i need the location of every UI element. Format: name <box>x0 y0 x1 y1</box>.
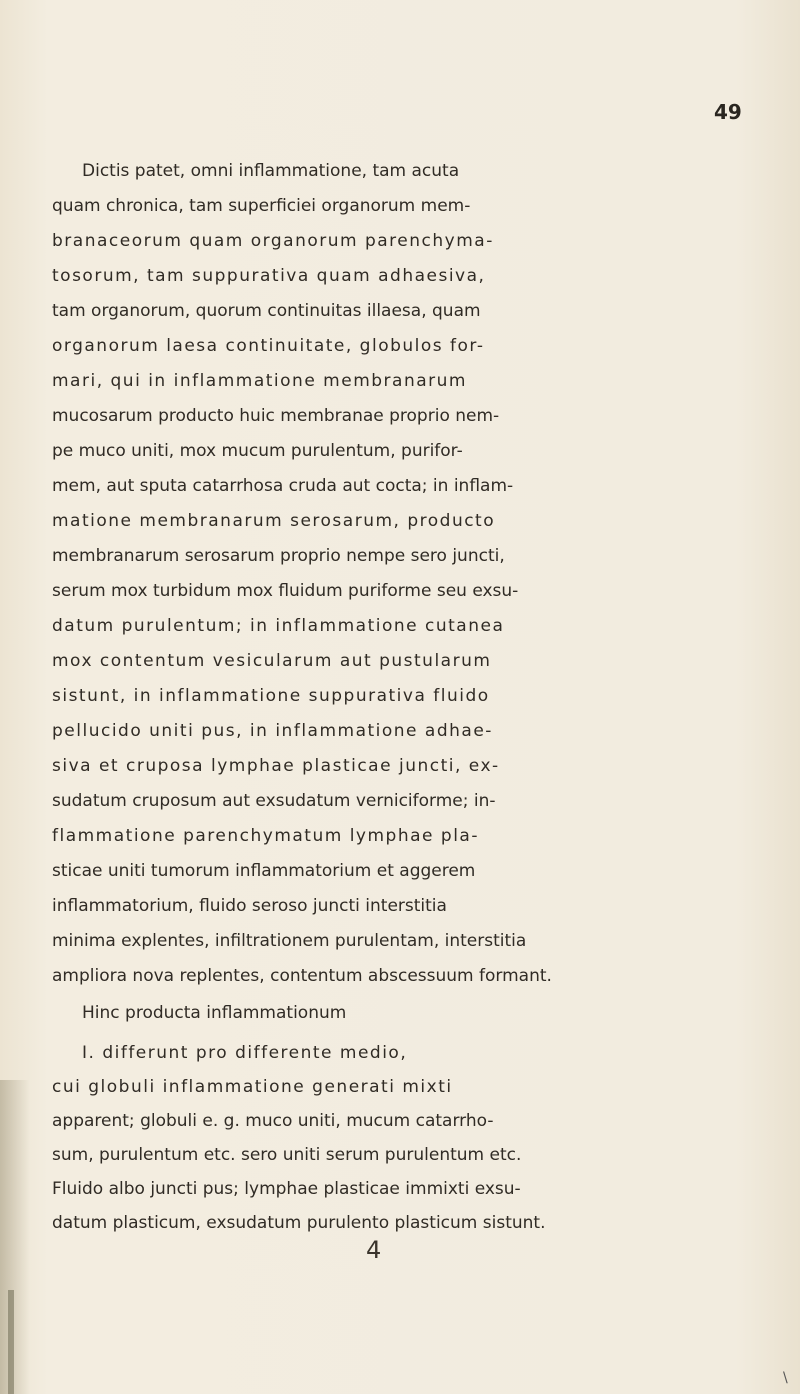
section-heading: Hinc producta inflammationum <box>82 1003 347 1023</box>
text-line: cui globuli inflammatione generati mixti <box>52 1077 453 1097</box>
text-line: Fluido albo juncti pus; lymphae plasticae immixti exsu- <box>52 1179 521 1199</box>
signature-mark: 4 <box>366 1236 382 1264</box>
text-line: ampliora nova replentes, contentum abscessuum formant. <box>52 966 552 986</box>
text-line: mox contentum vesicularum aut pustularum <box>52 651 492 671</box>
text-line: branaceorum quam organorum parenchyma- <box>52 231 494 251</box>
text-line: tosorum, tam suppurativa quam adhaesiva, <box>52 266 486 286</box>
text-line: I. differunt pro differente medio, <box>82 1043 408 1063</box>
text-line: inflammatorium, fluido seroso juncti interstitia <box>52 896 447 916</box>
text-line: serum mox turbidum mox fluidum puriforme seu exsu- <box>52 581 519 601</box>
text-line: mucosarum producto huic membranae proprio nem- <box>52 406 500 426</box>
text-line: mem, aut sputa catarrhosa cruda aut cocta; in inflam- <box>52 476 514 496</box>
text-line: flammatione parenchymatum lymphae pla- <box>52 826 479 846</box>
text-line: Dictis patet, omni inflammatione, tam acuta <box>82 161 460 181</box>
page-number: 49 <box>714 100 742 124</box>
text-line: quam chronica, tam superficiei organorum mem- <box>52 196 471 216</box>
gutter-mark <box>8 1290 14 1394</box>
text-line: minima explentes, infiltrationem purulentam, interstitia <box>52 931 527 951</box>
gutter-shadow <box>0 1080 30 1394</box>
text-line: datum plasticum, exsudatum purulento plasticum sistunt. <box>52 1213 546 1233</box>
text-line: sistunt, in inflammatione suppurativa fluido <box>52 686 490 706</box>
text-line: pe muco uniti, mox mucum purulentum, purifor- <box>52 441 463 461</box>
text-line: matione membranarum serosarum, producto <box>52 511 496 531</box>
text-line: siva et cruposa lymphae plasticae juncti, ex- <box>52 756 500 776</box>
text-line: pellucido uniti pus, in inflammatione adhae- <box>52 721 493 741</box>
text-line: sudatum cruposum aut exsudatum verniciforme; in- <box>52 791 496 811</box>
text-line: membranarum serosarum proprio nempe sero juncti, <box>52 546 505 566</box>
text-line: sticae uniti tumorum inflammatorium et aggerem <box>52 861 476 881</box>
text-line: apparent; globuli e. g. muco uniti, mucum catarrho- <box>52 1111 494 1131</box>
text-line: datum purulentum; in inflammatione cutanea <box>52 616 505 636</box>
text-line: mari, qui in inflammatione membranarum <box>52 371 467 391</box>
text-line: sum, purulentum etc. sero uniti serum purulentum etc. <box>52 1145 522 1165</box>
text-line: organorum laesa continuitate, globulos for- <box>52 336 485 356</box>
corner-mark: \ <box>783 1370 788 1386</box>
text-line: tam organorum, quorum continuitas illaesa, quam <box>52 301 481 321</box>
